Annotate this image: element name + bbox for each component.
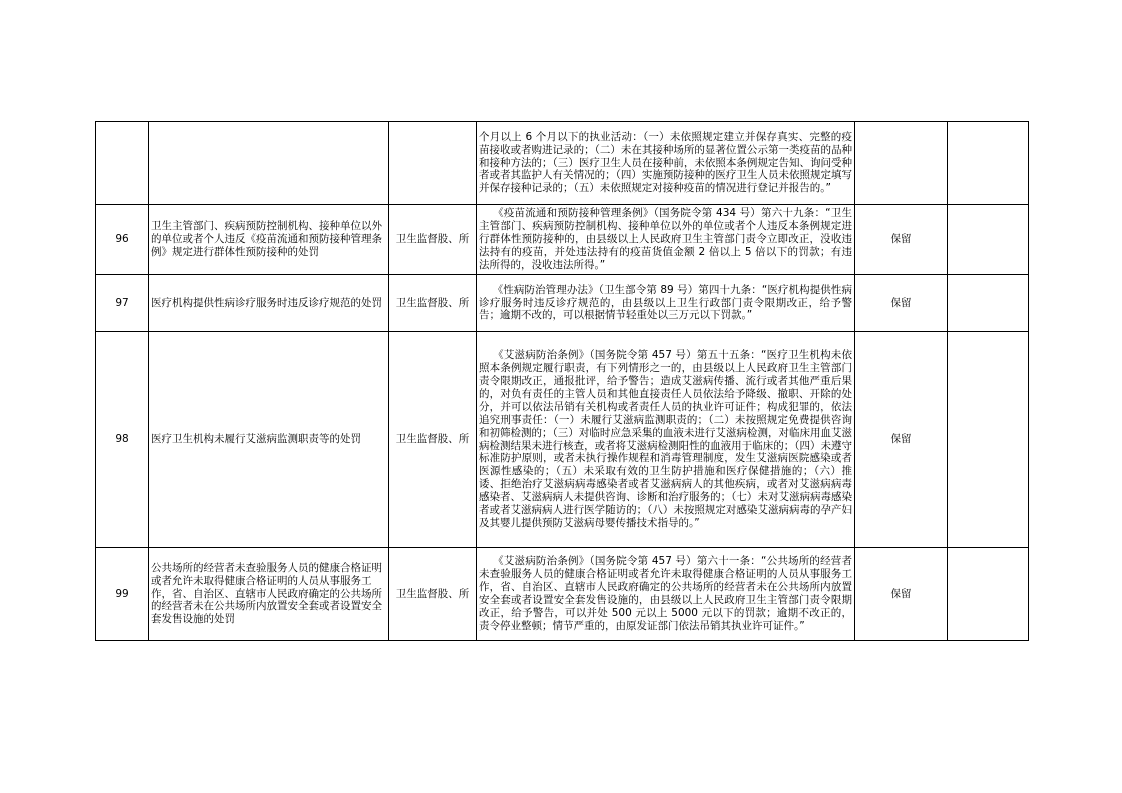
document-table <box>95 121 1029 641</box>
table-row <box>96 275 1029 332</box>
status <box>855 122 948 205</box>
status: 保留 <box>855 275 948 332</box>
remarks <box>948 275 1029 332</box>
item-name: 医疗机构提供性病诊疗服务时违反诊疗规范的处罚 <box>149 275 389 332</box>
item-name <box>149 122 389 205</box>
table-row <box>96 205 1029 275</box>
row-number <box>96 122 149 205</box>
legal-basis: 《性病防治管理办法》（卫生部令第 89 号）第四十九条：“医疗机构提供性病诊疗服务时违反诊疗规范的，由县级以上卫生行政部门责令限期改正，给予警告；逾期不改的，可以根据情节轻重处以三万元以下罚款。” <box>477 275 855 332</box>
table-row <box>96 548 1029 641</box>
row-number: 97 <box>96 275 149 332</box>
status: 保留 <box>855 205 948 275</box>
department: 卫生监督股、所 <box>389 275 477 332</box>
remarks <box>948 332 1029 548</box>
legal-basis: 个月以上 6 个月以下的执业活动：（一）未依照规定建立并保存真实、完整的疫苗接收或者购进记录的；（二）未在其接种场所的显著位置公示第一类疫苗的品种和接种方法的；（三）医疗卫生人员在接种前，未依照本条例规定告知、询问受种者或者其监护人有关情况的；（四）实施预防接种的医疗卫生人员未依照规定填写并保存接种记录的；（五）未依照规定对接种疫苗的情况进行登记并报告的。” <box>477 122 855 205</box>
department: 卫生监督股、所 <box>389 332 477 548</box>
item-name: 卫生主管部门、疾病预防控制机构、接种单位以外的单位或者个人违反《疫苗流通和预防接种管理条例》规定进行群体性预防接种的处罚 <box>149 205 389 275</box>
item-name: 医疗卫生机构未履行艾滋病监测职责等的处罚 <box>149 332 389 548</box>
table-row <box>96 332 1029 548</box>
department <box>389 122 477 205</box>
status: 保留 <box>855 548 948 641</box>
row-number: 99 <box>96 548 149 641</box>
legal-basis: 《艾滋病防治条例》（国务院令第 457 号）第五十五条：“医疗卫生机构未依照本条例规定履行职责，有下列情形之一的，由县级以上人民政府卫生主管部门责令限期改正，通报批评，给予警告；造成艾滋病传播、流行或者其他严重后果的，对负有责任的主管人员和其他直接责任人员依法给予降级、撤职、开除的处分，并可以依法吊销有关机构或者责任人员的执业许可证件；构成犯罪的，依法追究刑事责任：（一）未履行艾滋病监测职责的；（二）未按照规定免费提供咨询和初筛检测的；（三）对临时应急采集的血液未进行艾滋病检测，对临床用血艾滋病检测结果未进行核查，或者将艾滋病检测阳性的血液用于临床的；（四）未遵守标准防护原则，或者未执行操作规程和消毒管理制度，发生艾滋病医院感染或者医源性感染的；（五）未采取有效的卫生防护措施和医疗保健措施的；（六）推诿、拒绝治疗艾滋病病毒感染者或者艾滋病病人的其他疾病，或者对艾滋病病毒感染者、艾滋病病人未提供咨询、诊断和治疗服务的；（七）未对艾滋病病毒感染者或者艾滋病病人进行医学随访的；（八）未按照规定对感染艾滋病病毒的孕产妇及其婴儿提供预防艾滋病母婴传播技术指导的。” <box>477 332 855 548</box>
legal-basis: 《疫苗流通和预防接种管理条例》（国务院令第 434 号）第六十九条：“卫生主管部门、疾病预防控制机构、接种单位以外的单位或者个人违反本条例规定进行群体性预防接种的，由县级以上人民政府卫生主管部门责令立即改正，没收违法持有的疫苗，并处违法持有的疫苗货值金额 2 倍以上 5 倍以下的罚款；有违法所得的，没收违法所得。” <box>477 205 855 275</box>
row-number: 96 <box>96 205 149 275</box>
department: 卫生监督股、所 <box>389 548 477 641</box>
department: 卫生监督股、所 <box>389 205 477 275</box>
item-name: 公共场所的经营者未查验服务人员的健康合格证明或者允许未取得健康合格证明的人员从事服务工作，省、自治区、直辖市人民政府确定的公共场所的经营者未在公共场所内放置安全套或者设置安全套发售设施的处罚 <box>149 548 389 641</box>
remarks <box>948 205 1029 275</box>
status: 保留 <box>855 332 948 548</box>
row-number: 98 <box>96 332 149 548</box>
remarks <box>948 122 1029 205</box>
remarks <box>948 548 1029 641</box>
table-row <box>96 122 1029 205</box>
legal-basis: 《艾滋病防治条例》（国务院令第 457 号）第六十一条：“公共场所的经营者未查验服务人员的健康合格证明或者允许未取得健康合格证明的人员从事服务工作，省、自治区、直辖市人民政府确定的公共场所的经营者未在公共场所内放置安全套或者设置安全套发售设施的，由县级以上人民政府卫生主管部门责令限期改正，给予警告，可以并处 500 元以上 5000 元以下的罚款；逾期不改正的，责令停业整顿；情节严重的，由原发证部门依法吊销其执业许可证件。” <box>477 548 855 641</box>
